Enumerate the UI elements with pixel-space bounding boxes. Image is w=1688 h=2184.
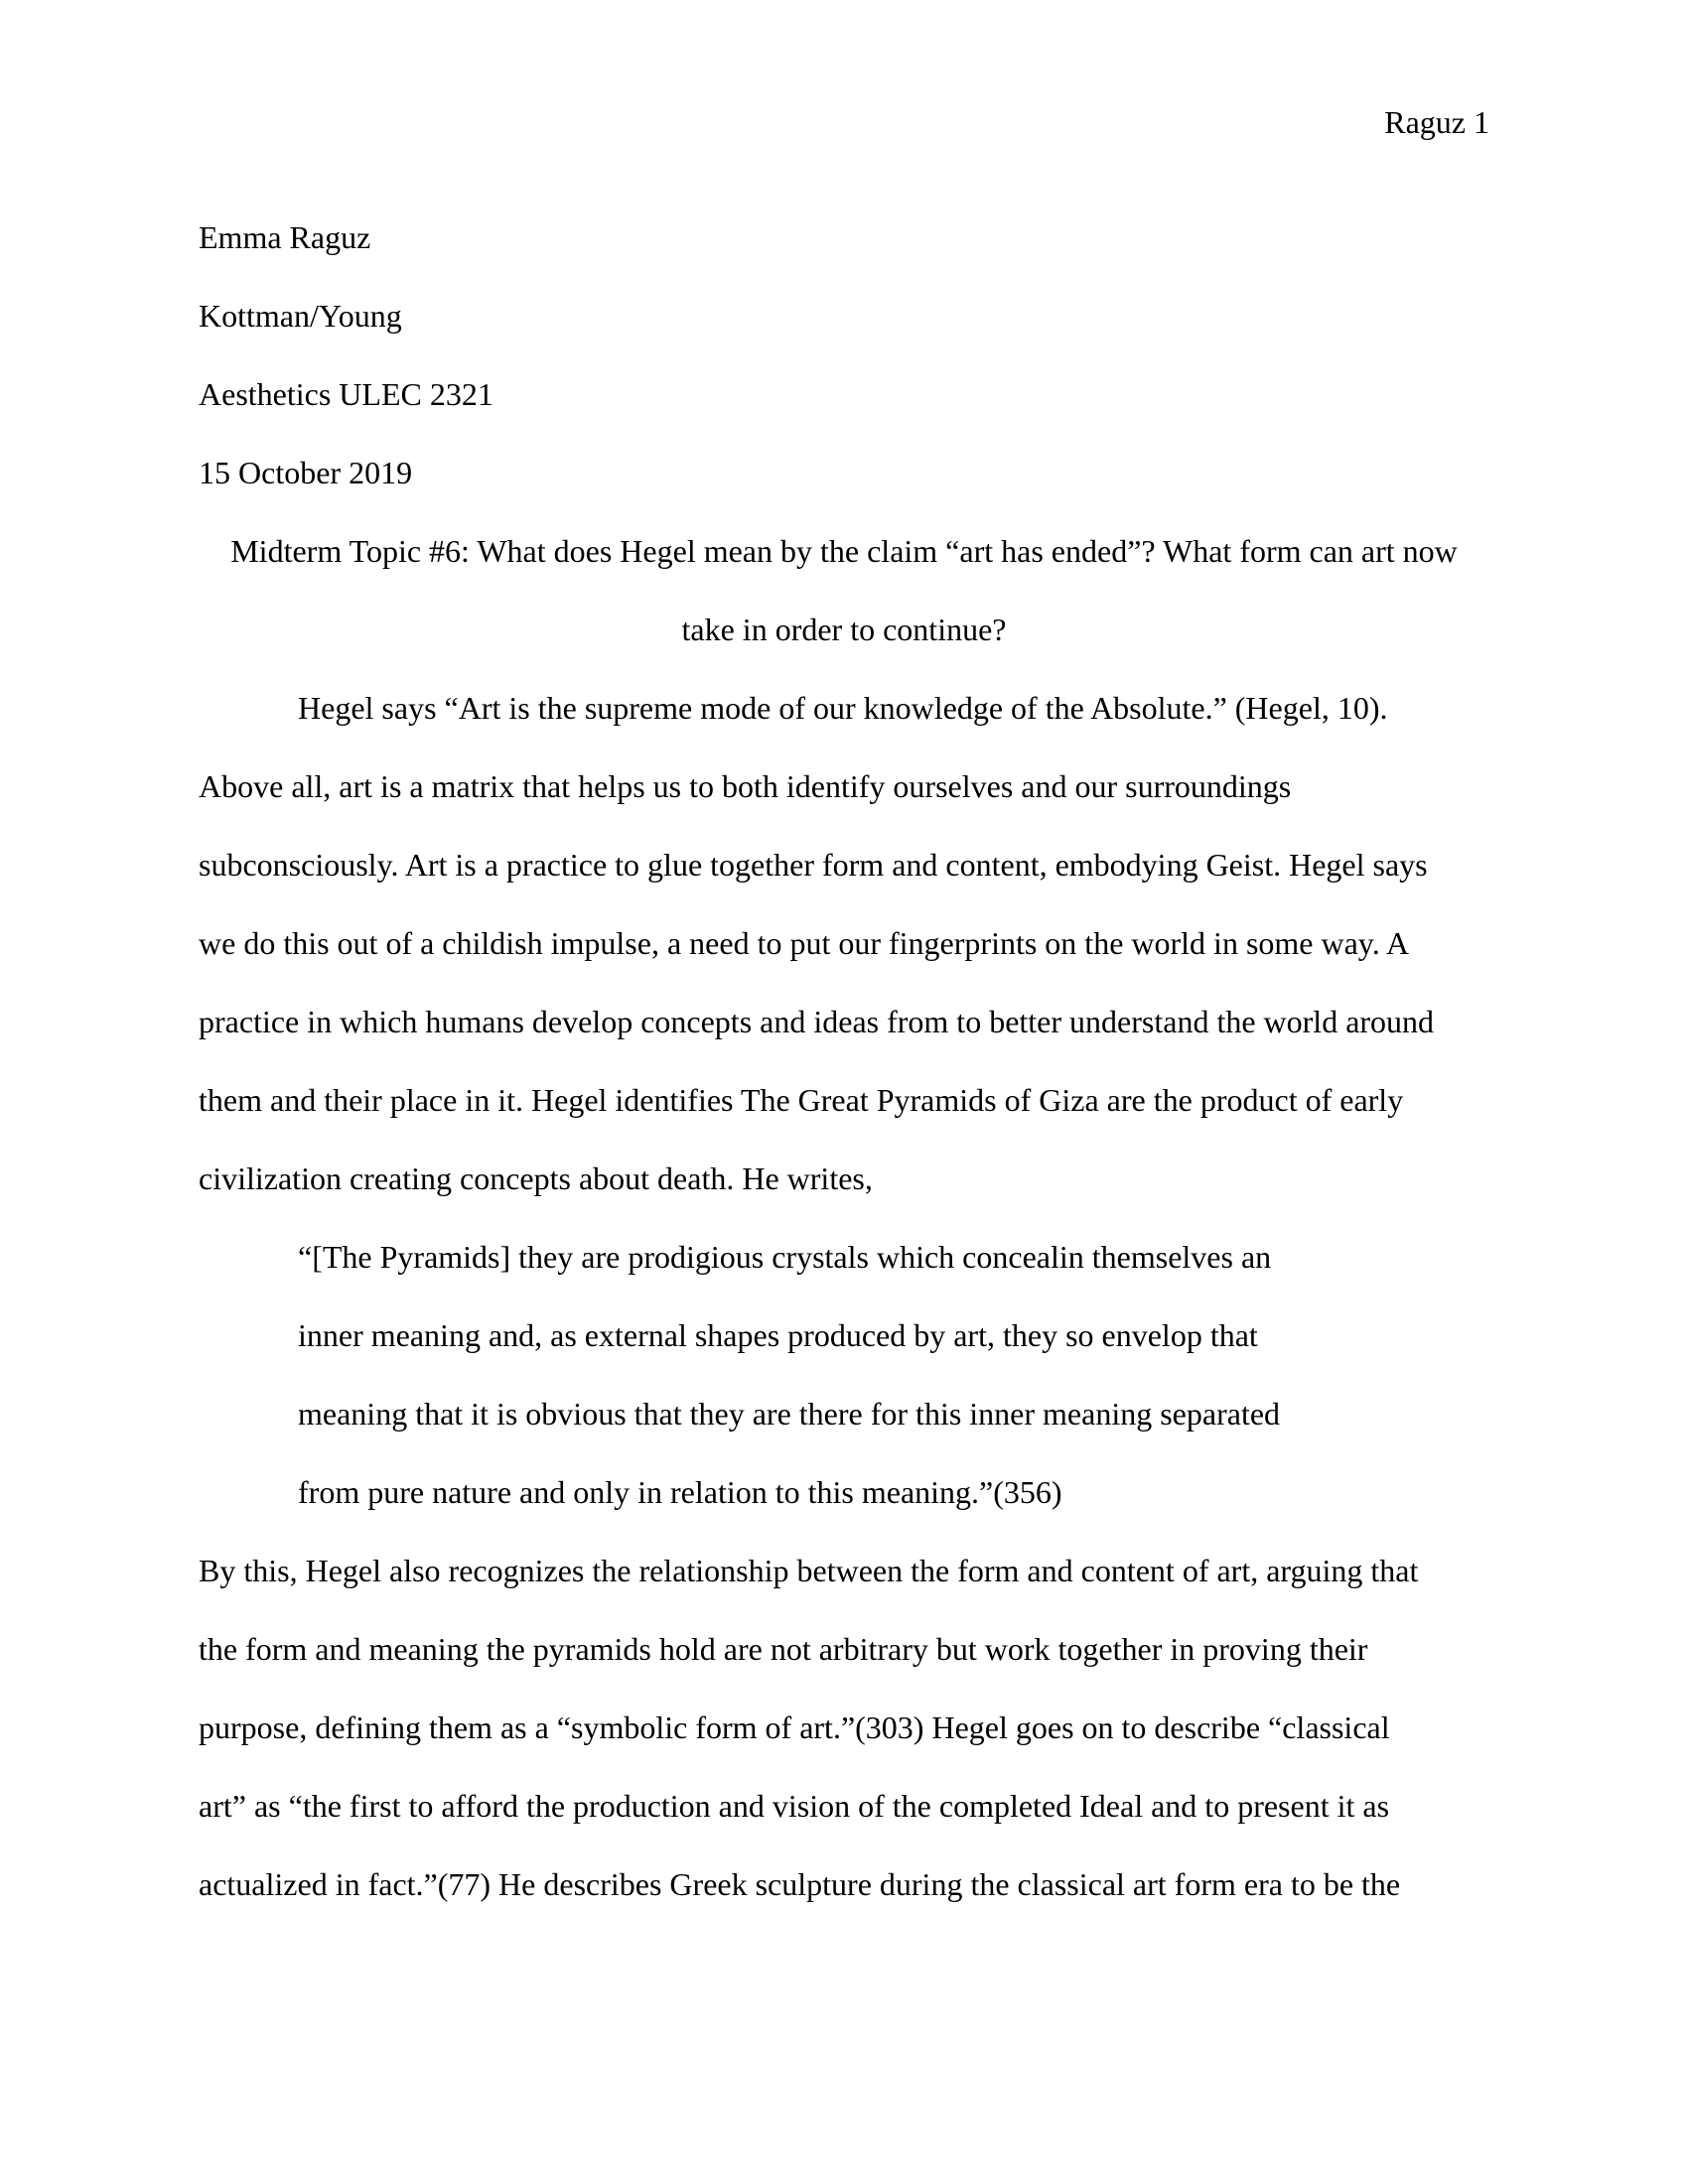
- block-quote: [199, 1218, 1489, 1532]
- quote-line: from pure nature and only in relation to this meaning.”(356): [298, 1474, 1062, 1510]
- quote-line: inner meaning and, as external shapes produced by art, they so envelop that: [298, 1317, 1258, 1353]
- paragraph-line: By this, Hegel also recognizes the relationship between the form and content of art, arguing that: [199, 1553, 1419, 1588]
- paragraph-line: Above all, art is a matrix that helps us to both identify ourselves and our surroundings: [199, 768, 1292, 804]
- paragraph-line: civilization creating concepts about death. He writes,: [199, 1160, 873, 1196]
- paragraph-line: art” as “the first to afford the production and vision of the completed Ideal and to present it as: [199, 1788, 1390, 1824]
- paragraph-line: purpose, defining them as a “symbolic form of art.”(303) Hegel goes on to describe “classical: [199, 1709, 1390, 1745]
- running-head-page-number: Raguz 1: [1384, 104, 1489, 140]
- paragraph-1: [199, 669, 1489, 1218]
- instructor-names: Kottman/Young: [199, 298, 402, 334]
- paragraph-line: Hegel says “Art is the supreme mode of our knowledge of the Absolute.” (Hegel, 10).: [298, 690, 1388, 726]
- paragraph-line: actualized in fact.”(77) He describes Greek sculpture during the classical art form era to be the: [199, 1866, 1401, 1902]
- course-name: Aesthetics ULEC 2321: [199, 376, 493, 412]
- author-name: Emma Raguz: [199, 219, 371, 255]
- paragraph-line: the form and meaning the pyramids hold are not arbitrary but work together in proving their: [199, 1631, 1368, 1667]
- essay-body: [199, 199, 1489, 1924]
- title-line: take in order to continue?: [681, 612, 1007, 647]
- essay-date: 15 October 2019: [199, 455, 413, 490]
- paragraph-2: [199, 1532, 1489, 1924]
- essay-title: [199, 512, 1489, 669]
- paragraph-line: we do this out of a childish impulse, a need to put our fingerprints on the world in some way. A: [199, 925, 1410, 961]
- quote-line: “[The Pyramids] they are prodigious crystals which concealin themselves an: [298, 1239, 1272, 1275]
- quote-line: meaning that it is obvious that they are there for this inner meaning separated: [298, 1396, 1281, 1432]
- paragraph-line: them and their place in it. Hegel identifies The Great Pyramids of Giza are the product of early: [199, 1082, 1404, 1118]
- paragraph-line: subconsciously. Art is a practice to glue together form and content, embodying Geist. Hegel says: [199, 847, 1428, 883]
- paragraph-line: practice in which humans develop concepts and ideas from to better understand the world around: [199, 1004, 1435, 1039]
- title-line: Midterm Topic #6: What does Hegel mean by the claim “art has ended”? What form can art now: [230, 533, 1458, 569]
